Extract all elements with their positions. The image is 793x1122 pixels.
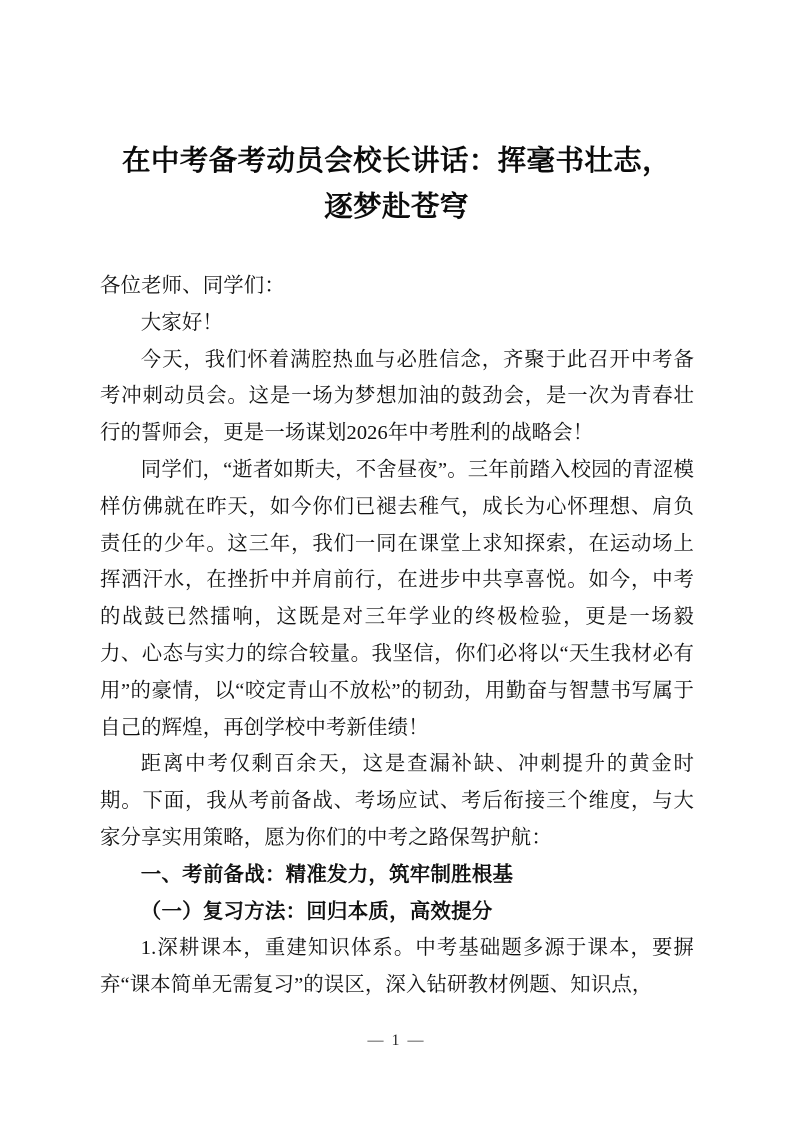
section-heading-pre-exam: 一、考前备战：精准发力，筑牢制胜根基 <box>140 863 514 886</box>
paragraph-retrospective: 同学们，“逝者如斯夫，不舍昼夜”。三年前踏入校园的青涩模样仿佛就在昨天，如今你们已褪去稚气，成长为心怀理想、肩负责任的少年。这三年，我们一同在课堂上求知探索，在运动场上挥洒汗水，在挫折中并肩前行，在进步中共享喜悦。如今，中考的战鼓已然擂响，这既是对三年学业的终极检验，更是一场毅力、心态与实力的综合较量。我坚信，你们必将以“天生我材必有用”的豪情，以“咬定青山不放松”的韧劲，用勤奋与智慧书写属于自己的辉煌，再创学校中考新佳绩！ <box>100 458 694 739</box>
subsection-heading-review-method: （一）复习方法：回归本质，高效提分 <box>140 900 493 923</box>
paragraph-transition: 距离中考仅剩百余天，这是查漏补缺、冲刺提升的黄金时期。下面，我从考前备战、考场应试、考后衔接三个维度，与大家分享实用策略，愿为你们的中考之路保驾护航： <box>100 753 694 849</box>
title-line-2: 逐梦赴苍穹 <box>324 191 469 223</box>
page-number-footer: — 1 — <box>367 1032 426 1049</box>
document-body <box>100 268 694 1004</box>
greeting-line: 大家好！ <box>140 311 223 334</box>
paragraph-opening: 今天，我们怀着满腔热血与必胜信念，齐聚于此召开中考备考冲刺动员会。这是一场为梦想加油的鼓劲会，是一次为青春壮行的誓师会，更是一场谋划2026年中考胜利的战略会！ <box>100 348 694 445</box>
salutation-line: 各位老师、同学们： <box>100 275 285 297</box>
title-line-1: 在中考备考动员会校长讲话：挥毫书壮志， <box>121 145 672 177</box>
page-title <box>100 138 693 230</box>
list-item-textbook: 1.深耕课本，重建知识体系。中考基础题多源于课本，要摒弃“课本简单无需复习”的误区，深入钻研教材例题、知识点， <box>100 937 694 997</box>
